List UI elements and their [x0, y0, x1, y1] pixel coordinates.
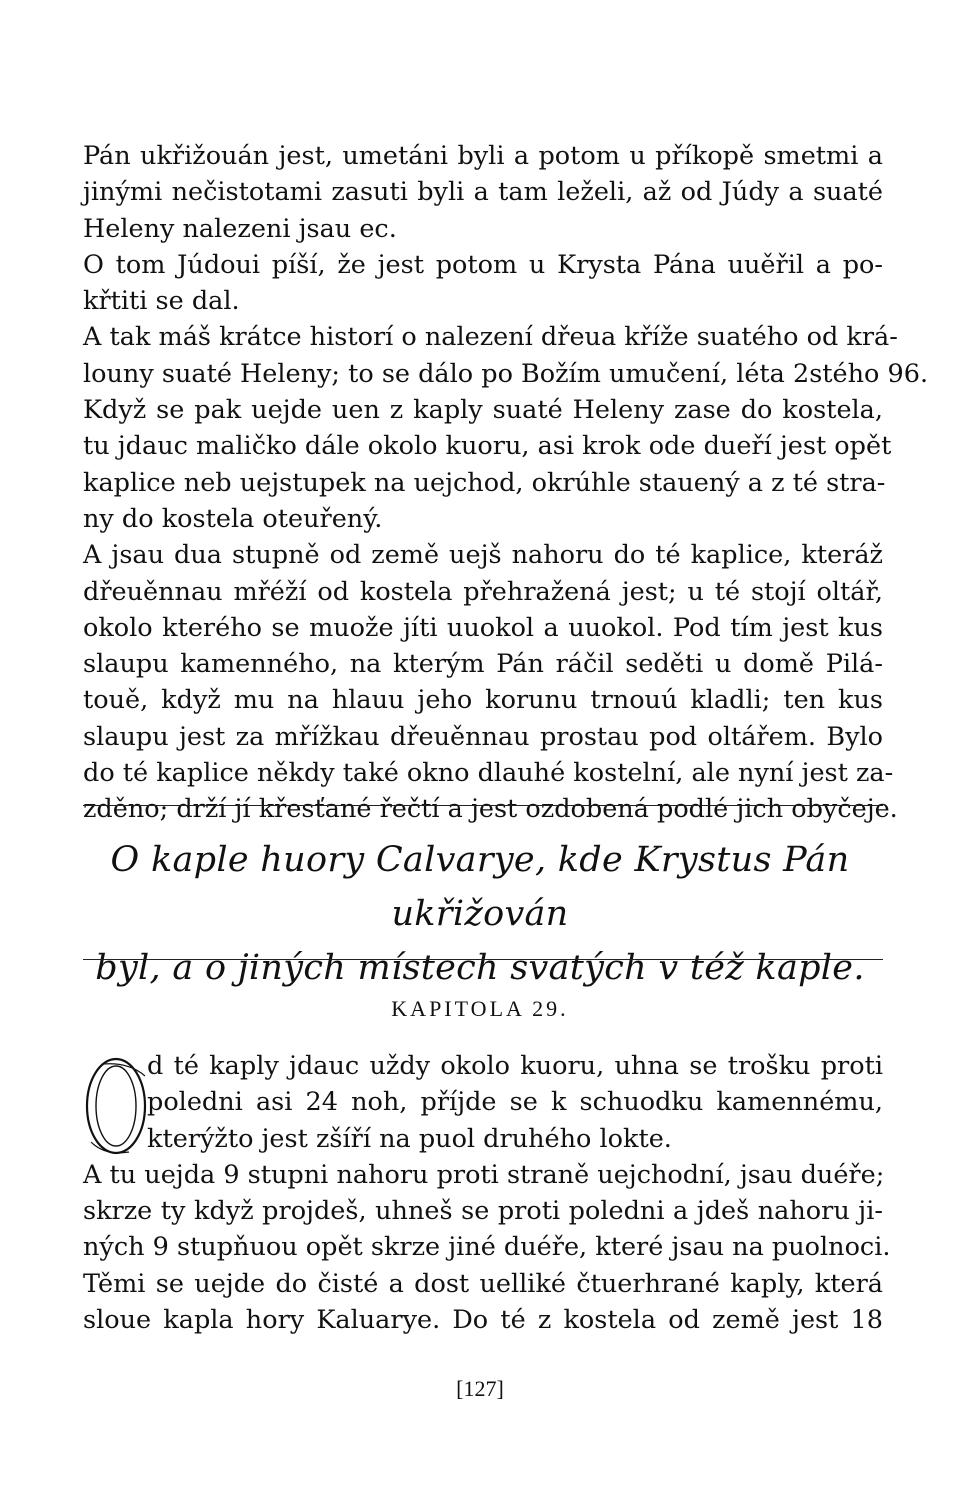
text-line: Heleny nalezeni jsau ec. [83, 213, 397, 244]
text-line: dřeuěnnau mřéží od kostela přehražená jest; u té stojí oltář, [83, 576, 883, 607]
text-line: křtiti se dal. [83, 286, 240, 317]
text-line: d té kaply jdauc uždy okolo kuoru, uhna se trošku proti [147, 1051, 883, 1081]
text-line: kterýžto jest zšíří na puol druhého lokte. [147, 1123, 672, 1154]
chapter-label: KAPITOLA 29. [391, 996, 569, 1021]
heading-line: O kaple huory Calvarye, kde Krystus Pán ukřižován [110, 840, 850, 934]
text-line: A tak máš krátce historí o nalezení dřeua kříže suatého od krá- [83, 322, 898, 353]
top-paragraph [83, 138, 929, 828]
text-line: poledni asi 24 noh, příjde se k schuodku kamennému, [147, 1087, 883, 1118]
divider-bottom [83, 959, 883, 960]
text-line: sloue kapla hory Kaluarye. Do té z kostela od země jest 18 [83, 1305, 883, 1336]
text-line: Pán ukřižouán jest, umetáni byli a potom u příkopě smetmi a [83, 141, 883, 171]
divider-top [83, 805, 883, 806]
text-line: Těmi se uejde do čisté a dost uelliké čtuerhrané kaply, která [83, 1268, 883, 1299]
chapter-paragraph-indented [83, 1048, 883, 1157]
text-line: kaplice neb uejstupek na uejchod, okrúhle stauený a z té stra- [83, 467, 886, 498]
top-text-block [83, 138, 929, 828]
text-line: Když se pak uejde uen z kaply suaté Heleny zase do kostela, [83, 395, 883, 426]
text-line: A jsau dua stupně od země uejš nahoru do té kaplice, kteráž [83, 540, 883, 571]
text-line: O tom Júdoui píší, že jest potom u Krysta Pána uuěřil a po- [83, 249, 883, 280]
text-line: zděno; drží jí křesťané řečtí a jest ozdobená podlé jich obyčeje. [83, 794, 898, 825]
text-line: slaupu jest za mřížkau dřeuěnnau prostau pod oltářem. Bylo [83, 721, 883, 752]
chapter-paragraph [83, 1157, 891, 1338]
text-line: skrze ty když projdeš, uhneš se proti poledni a jdeš nahoru ji- [83, 1196, 883, 1227]
text-line: do té kaplice někdy také okno dlauhé kostelní, ale nyní jest za- [83, 758, 894, 789]
page-number: [127] [456, 1376, 504, 1401]
text-line: jinými nečistotami zasuti byli a tam leželi, až od Júdy a suaté [83, 177, 883, 208]
heading-line: byl, a o jiných místech svatých v též kaple. [95, 948, 865, 988]
text-line: ny do kostela oteuřený. [83, 503, 383, 534]
text-line: louny suaté Heleny; to se dálo po Božím umučení, léta 2stého 96. [83, 358, 929, 389]
text-line: touě, když mu na hlauu jeho korunu trnouú kladli; ten kus [83, 685, 883, 716]
text-line: tu jdauc maličko dále okolo kuoru, asi krok ode dueří jest opět [83, 431, 892, 462]
text-line: A tu uejda 9 stupni nahoru proti straně uejchodní, jsau duéře; [83, 1159, 885, 1190]
text-line: okolo kterého se muože jíti uuokol a uuokol. Pod tím jest kus [83, 612, 883, 643]
text-line: slaupu kamenného, na kterým Pán ráčil seděti u domě Pilá- [83, 649, 883, 680]
chapter-body [83, 1048, 891, 1338]
chapter-heading [60, 833, 900, 995]
dropcap-o-icon [83, 1054, 149, 1158]
text-line: ných 9 stupňuou opět skrze jiné duéře, které jsau na puolnoci. [83, 1232, 891, 1263]
